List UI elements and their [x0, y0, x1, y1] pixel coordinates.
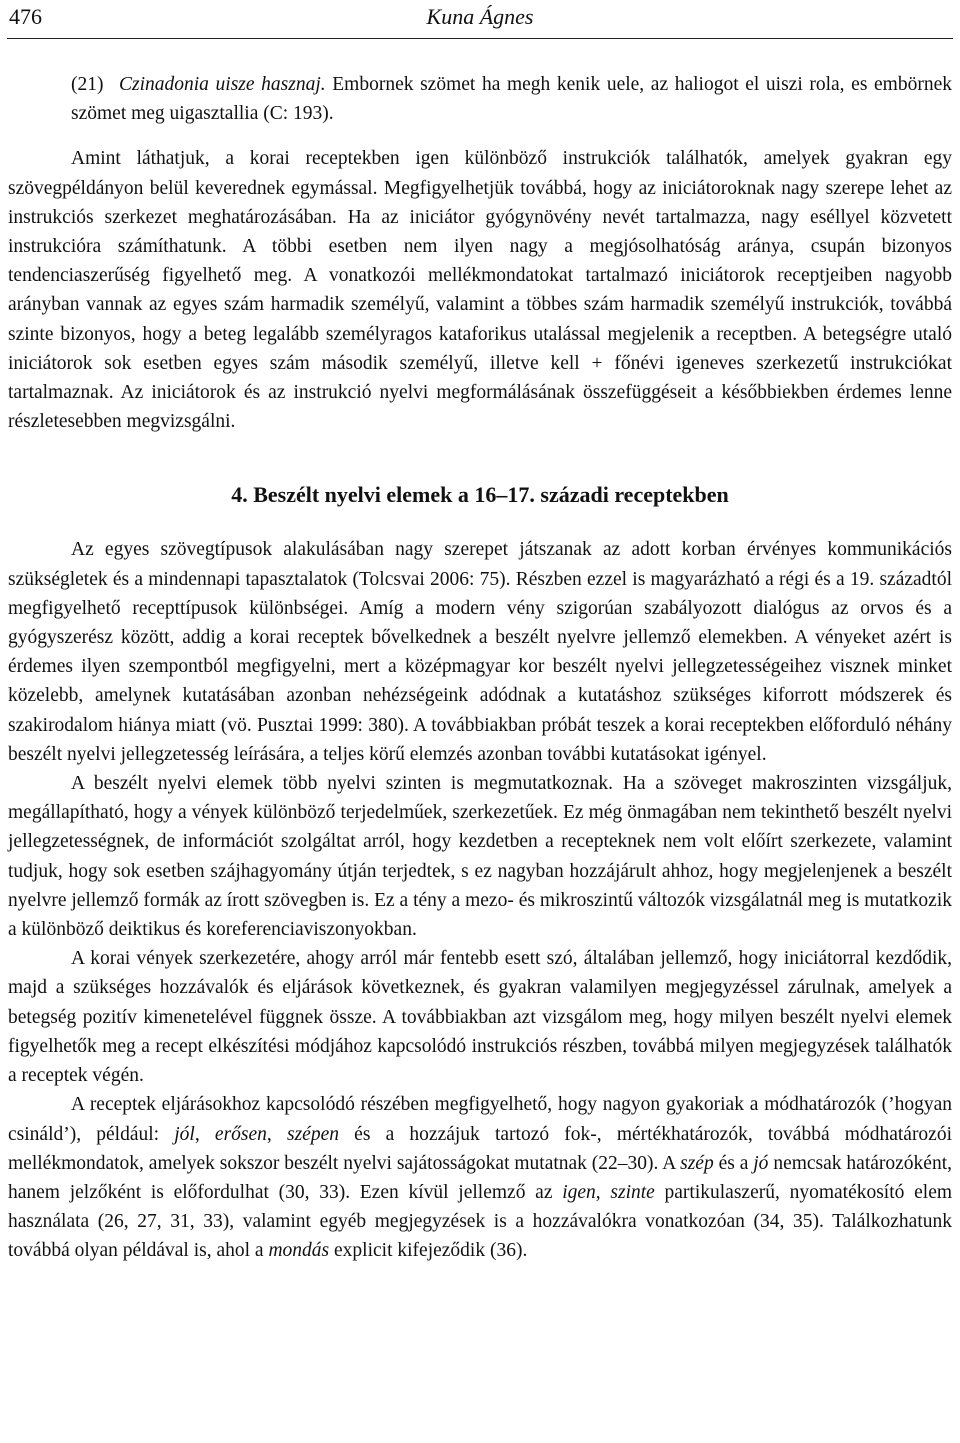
example-21 [8, 70, 952, 128]
text-run: , [266, 1123, 287, 1145]
section-heading: 4. Beszélt nyelvi elemek a 16–17. századi receptekben [231, 482, 729, 508]
text-run: A receptek eljárásokhoz kapcsolódó részében megfigyelhető, hogy nagyon gyakoriak a módhatározók (’hogyan csináld’), például: [8, 1094, 952, 1145]
text-run: explicit kifejeződik (36). [329, 1240, 528, 1262]
page-header [7, 0, 953, 39]
italic-term: jó [753, 1152, 769, 1174]
italic-term: erősen [214, 1123, 267, 1145]
text-run: nemcsak határozóként, hanem jelzőként is előfordulhat (30, 33). Ezen kívül jellemző az [8, 1152, 952, 1203]
italic-term: szinte [610, 1181, 655, 1203]
text-run: és a [713, 1152, 754, 1174]
text-run: és a hozzájuk tartozó fok-, mértékhatározók, továbbá módhatározói mellékmondatok, amelyek sokszor beszélt nyelvi sajátosságokat mutatnak (22–30). A [8, 1123, 953, 1174]
italic-term: igen [562, 1181, 596, 1203]
page-body [8, 70, 952, 1266]
running-head-author: Kuna Ágnes [426, 4, 534, 29]
text-run: , [595, 1181, 611, 1203]
example-italic-text: Czinadonia uisze hasznaj. [119, 74, 326, 95]
page-number: 476 [9, 4, 42, 29]
text-run: partikulaszerű, nyomatékosító elem használata (26, 27, 31, 33), valamint egyéb megjegyzések is a hozzávalókra vonatkozóan (34, 35). Találkozhatunk továbbá olyan példával is, ahol a [8, 1181, 953, 1262]
paragraph-5 [8, 1090, 952, 1265]
italic-term: szépen [286, 1123, 339, 1145]
example-text: Embornek szömet ha megh kenik uele, az haliogot el uiszi rola, es embörnek szömet meg uigasztallia (C: 193). [71, 74, 952, 125]
italic-term: mondás [268, 1240, 330, 1262]
paragraph-1: Amint láthatjuk, a korai receptekben igen különböző instrukciók találhatók, amelyek gyakran egy szövegpéldányon belül keverednek egymással. Megfigyelhetjük továbbá, hogy az iniciátoroknak nagy szerepe lehet az instrukciós szerkezet meghatározásában. Ha az iniciátor gyógynövény nevét tartalmazza, nagy eséllyel közvetett instrukcióra számíthatunk. A többi esetben nem ilyen nagy a megjósolhatóság aránya, csupán bizonyos tendenciaszerűség figyelhető meg. A vonatkozói mellékmondatokat tartalmazó iniciátorok receptjeiben nagyobb arányban vannak az egyes szám harmadik személyű, valamint a többes szám harmadik személyű instrukciók, továbbá szinte bizonyos, hogy a beteg legalább személyragos kataforikus utalással megjelenik a receptben. A betegségre utaló iniciátorok sok esetben egyes szám második személyű, illetve kell + főnévi igeneves szerkezetű instrukciókat tartalmaznak. Az iniciátorok és az instrukció nyelvi megformálásának összefüggéseit a későbbiekben érdemes lenne részletesebben megvizsgálni. [8, 148, 952, 433]
paragraph-3: A beszélt nyelvi elemek több nyelvi szinten is megmutatkoznak. Ha a szöveget makroszinten vizsgáljuk, megállapítható, hogy a vények különböző terjedelműek, szerkezetűek. Ez még önmagában nem tekinthető beszélt nyelvi jellegzetességnek, de információt szolgáltat arról, hogy kezdetben a recepteknek nem volt előírt szerkezete, valamint tudjuk, hogy sok esetben szájhagyomány útján terjedtek, s ez nagyban hozzájárult ahhoz, hogy megjelenjenek a beszélt nyelvre jellemző formák az írott szövegben is. Ez a tény a mezo- és mikroszintű változók vizsgálatnál meg is mutatkozik a különböző deiktikus és koreferenciaviszonyokban. [8, 773, 952, 941]
text-run: , [194, 1123, 215, 1145]
example-number: (21) [71, 74, 104, 95]
paragraph-4: A korai vények szerkezetére, ahogy arról már fentebb esett szó, általában jellemző, hogy iniciátorral kezdődik, majd a szükséges hozzávalók és eljárások következnek, és gyakran valamilyen megjegyzéssel zárulnak, amelyek a betegség pozitív kimenetelével függnek össze. A továbbiakban azt vizsgálom meg, hogy milyen beszélt nyelvi elemek figyelhetők meg a recept elkészítési módjához kapcsolódó instrukciós részben, továbbá milyen megjegyzések találhatók a receptek végén. [8, 948, 952, 1087]
italic-term: jól [174, 1123, 195, 1145]
paragraph-2: Az egyes szövegtípusok alakulásában nagy szerepet játszanak az adott korban érvényes kommunikációs szükségletek és a mindennapi tapasztalatok (Tolcsvai 2006: 75). Részben ezzel is magyarázható a régi és a 19. századtól megfigyelhető recepttípusok különbségei. Amíg a modern vény szigorúan szabályozott dialógus az orvos és a gyógyszerész között, addig a korai receptek bővelkednek a beszélt nyelvre jellemző elemekben. A vényeket azért is érdemes ilyen szempontból megfigyelni, mert a középmagyar kor beszélt nyelvi jellegzetességeihez visznek minket közelebb, amelynek kutatásában azonban nehézségeink adódnak a kutatáshoz szükséges kiforrott módszerek és szakirodalom hiánya miatt (vö. Pusztai 1999: 380). A továbbiakban próbát teszek a korai receptekben előforduló néhány beszélt nyelvi jellegzetesség leírására, a teljes körű elemzés azonban további kutatásokat igényel. [8, 539, 952, 765]
italic-term: szép [680, 1152, 714, 1174]
